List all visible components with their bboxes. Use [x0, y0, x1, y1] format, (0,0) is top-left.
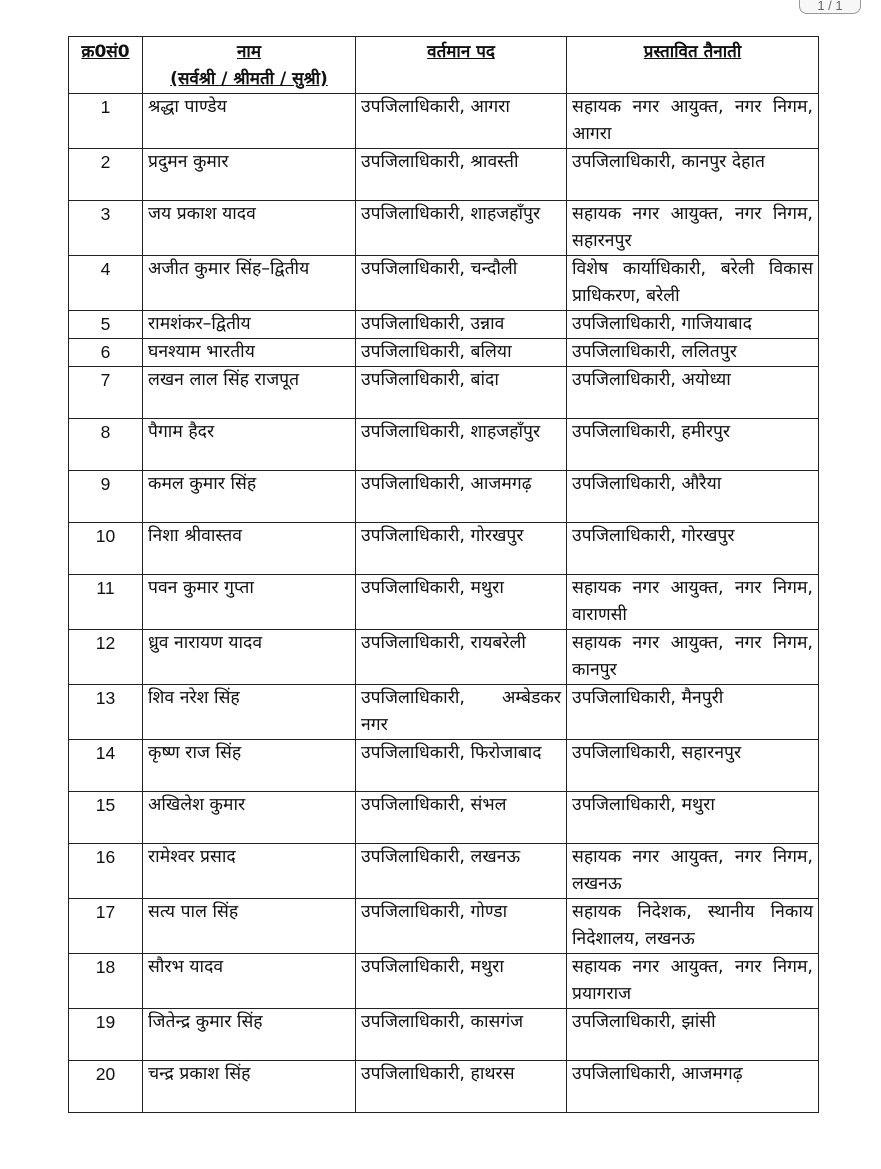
current-post-cell: उपजिलाधिकारी, लखनऊ: [356, 844, 567, 899]
header-name-sub: (सर्वश्री / श्रीमती / सुश्री): [170, 69, 328, 89]
table-row: [69, 201, 819, 256]
page-indicator: 1 / 1: [799, 0, 861, 14]
current-post-cell: उपजिलाधिकारी, कासगंज: [356, 1009, 567, 1061]
name-cell: सत्य पाल सिंह: [143, 899, 356, 954]
proposed-posting-cell: विशेष कार्याधिकारी, बरेली विकास प्राधिकरण, बरेली: [567, 256, 819, 311]
table-body: [69, 94, 819, 1113]
proposed-posting-cell: सहायक नगर आयुक्त, नगर निगम, प्रयागराज: [567, 954, 819, 1009]
proposed-posting-cell: उपजिलाधिकारी, अयोध्या: [567, 367, 819, 419]
table-row: [69, 419, 819, 471]
name-cell: पैगाम हैदर: [143, 419, 356, 471]
serial-cell: 20: [69, 1061, 143, 1113]
current-post-cell: उपजिलाधिकारी, गोरखपुर: [356, 523, 567, 575]
serial-cell: 7: [69, 367, 143, 419]
table-row: [69, 954, 819, 1009]
header-name-label: नाम: [236, 42, 261, 62]
serial-cell: 5: [69, 311, 143, 339]
current-post-cell: उपजिलाधिकारी, बांदा: [356, 367, 567, 419]
current-post-cell: उपजिलाधिकारी, मथुरा: [356, 954, 567, 1009]
serial-cell: 13: [69, 685, 143, 740]
header-current-post: वर्तमान पद: [356, 37, 567, 94]
serial-cell: 14: [69, 740, 143, 792]
proposed-posting-cell: उपजिलाधिकारी, औरैया: [567, 471, 819, 523]
proposed-posting-cell: उपजिलाधिकारी, सहारनपुर: [567, 740, 819, 792]
serial-cell: 18: [69, 954, 143, 1009]
current-post-cell: उपजिलाधिकारी, रायबरेली: [356, 630, 567, 685]
proposed-posting-cell: उपजिलाधिकारी, ललितपुर: [567, 339, 819, 367]
current-post-cell: उपजिलाधिकारी, बलिया: [356, 339, 567, 367]
name-cell: अखिलेश कुमार: [143, 792, 356, 844]
name-cell: श्रद्धा पाण्डेय: [143, 94, 356, 149]
current-post-cell: उपजिलाधिकारी, उन्नाव: [356, 311, 567, 339]
posting-table: [68, 36, 819, 1113]
table-row: [69, 740, 819, 792]
proposed-posting-cell: सहायक नगर आयुक्त, नगर निगम, कानपुर: [567, 630, 819, 685]
serial-cell: 1: [69, 94, 143, 149]
serial-cell: 15: [69, 792, 143, 844]
table-row: [69, 523, 819, 575]
name-cell: घनश्याम भारतीय: [143, 339, 356, 367]
table-row: [69, 1061, 819, 1113]
proposed-posting-cell: सहायक नगर आयुक्त, नगर निगम, वाराणसी: [567, 575, 819, 630]
name-cell: सौरभ यादव: [143, 954, 356, 1009]
serial-cell: 10: [69, 523, 143, 575]
current-post-cell: उपजिलाधिकारी, फिरोजाबाद: [356, 740, 567, 792]
current-post-cell: उपजिलाधिकारी, चन्दौली: [356, 256, 567, 311]
table-row: [69, 94, 819, 149]
proposed-posting-cell: उपजिलाधिकारी, झांसी: [567, 1009, 819, 1061]
current-post-cell: उपजिलाधिकारी, संभल: [356, 792, 567, 844]
table-row: [69, 575, 819, 630]
name-cell: रामशंकर–द्वितीय: [143, 311, 356, 339]
table-row: [69, 339, 819, 367]
serial-cell: 19: [69, 1009, 143, 1061]
table-row: [69, 1009, 819, 1061]
proposed-posting-cell: सहायक निदेशक, स्थानीय निकाय निदेशालय, लखनऊ: [567, 899, 819, 954]
serial-cell: 17: [69, 899, 143, 954]
table-row: [69, 367, 819, 419]
proposed-posting-cell: उपजिलाधिकारी, हमीरपुर: [567, 419, 819, 471]
name-cell: प्रदुमन कुमार: [143, 149, 356, 201]
header-proposed-posting: प्रस्तावित तैनाती: [567, 37, 819, 94]
serial-cell: 4: [69, 256, 143, 311]
proposed-posting-cell: उपजिलाधिकारी, गाजियाबाद: [567, 311, 819, 339]
table-row: [69, 899, 819, 954]
name-cell: जय प्रकाश यादव: [143, 201, 356, 256]
name-cell: लखन लाल सिंह राजपूत: [143, 367, 356, 419]
header-serial: क्र0सं0: [69, 37, 143, 94]
name-cell: शिव नरेश सिंह: [143, 685, 356, 740]
name-cell: अजीत कुमार सिंह–द्वितीय: [143, 256, 356, 311]
table-row: [69, 844, 819, 899]
name-cell: जितेन्द्र कुमार सिंह: [143, 1009, 356, 1061]
proposed-posting-cell: उपजिलाधिकारी, कानपुर देहात: [567, 149, 819, 201]
serial-cell: 12: [69, 630, 143, 685]
current-post-cell: उपजिलाधिकारी, श्रावस्ती: [356, 149, 567, 201]
table-row: [69, 471, 819, 523]
name-cell: चन्द्र प्रकाश सिंह: [143, 1061, 356, 1113]
name-cell: पवन कुमार गुप्ता: [143, 575, 356, 630]
name-cell: कृष्ण राज सिंह: [143, 740, 356, 792]
serial-cell: 8: [69, 419, 143, 471]
serial-cell: 2: [69, 149, 143, 201]
proposed-posting-cell: उपजिलाधिकारी, मैनपुरी: [567, 685, 819, 740]
proposed-posting-cell: सहायक नगर आयुक्त, नगर निगम, सहारनपुर: [567, 201, 819, 256]
name-cell: निशा श्रीवास्तव: [143, 523, 356, 575]
proposed-posting-cell: उपजिलाधिकारी, गोरखपुर: [567, 523, 819, 575]
serial-cell: 9: [69, 471, 143, 523]
serial-cell: 6: [69, 339, 143, 367]
serial-cell: 3: [69, 201, 143, 256]
table-row: [69, 792, 819, 844]
serial-cell: 11: [69, 575, 143, 630]
name-cell: कमल कुमार सिंह: [143, 471, 356, 523]
table-row: [69, 311, 819, 339]
current-post-cell: उपजिलाधिकारी, आगरा: [356, 94, 567, 149]
current-post-cell: उपजिलाधिकारी, हाथरस: [356, 1061, 567, 1113]
name-cell: ध्रुव नारायण यादव: [143, 630, 356, 685]
proposed-posting-cell: उपजिलाधिकारी, आजमगढ़: [567, 1061, 819, 1113]
table-row: [69, 685, 819, 740]
current-post-cell: उपजिलाधिकारी, मथुरा: [356, 575, 567, 630]
header-name: [143, 37, 356, 94]
name-cell: रामेश्वर प्रसाद: [143, 844, 356, 899]
current-post-cell: उपजिलाधिकारी, शाहजहाँपुर: [356, 201, 567, 256]
table-row: [69, 630, 819, 685]
current-post-cell: उपजिलाधिकारी, आजमगढ़: [356, 471, 567, 523]
current-post-cell: उपजिलाधिकारी, शाहजहाँपुर: [356, 419, 567, 471]
proposed-posting-cell: सहायक नगर आयुक्त, नगर निगम, लखनऊ: [567, 844, 819, 899]
current-post-cell: उपजिलाधिकारी, अम्बेडकर नगर: [356, 685, 567, 740]
serial-cell: 16: [69, 844, 143, 899]
table-row: [69, 149, 819, 201]
table-header-row: [69, 37, 819, 94]
proposed-posting-cell: उपजिलाधिकारी, मथुरा: [567, 792, 819, 844]
current-post-cell: उपजिलाधिकारी, गोण्डा: [356, 899, 567, 954]
table-row: [69, 256, 819, 311]
proposed-posting-cell: सहायक नगर आयुक्त, नगर निगम, आगरा: [567, 94, 819, 149]
